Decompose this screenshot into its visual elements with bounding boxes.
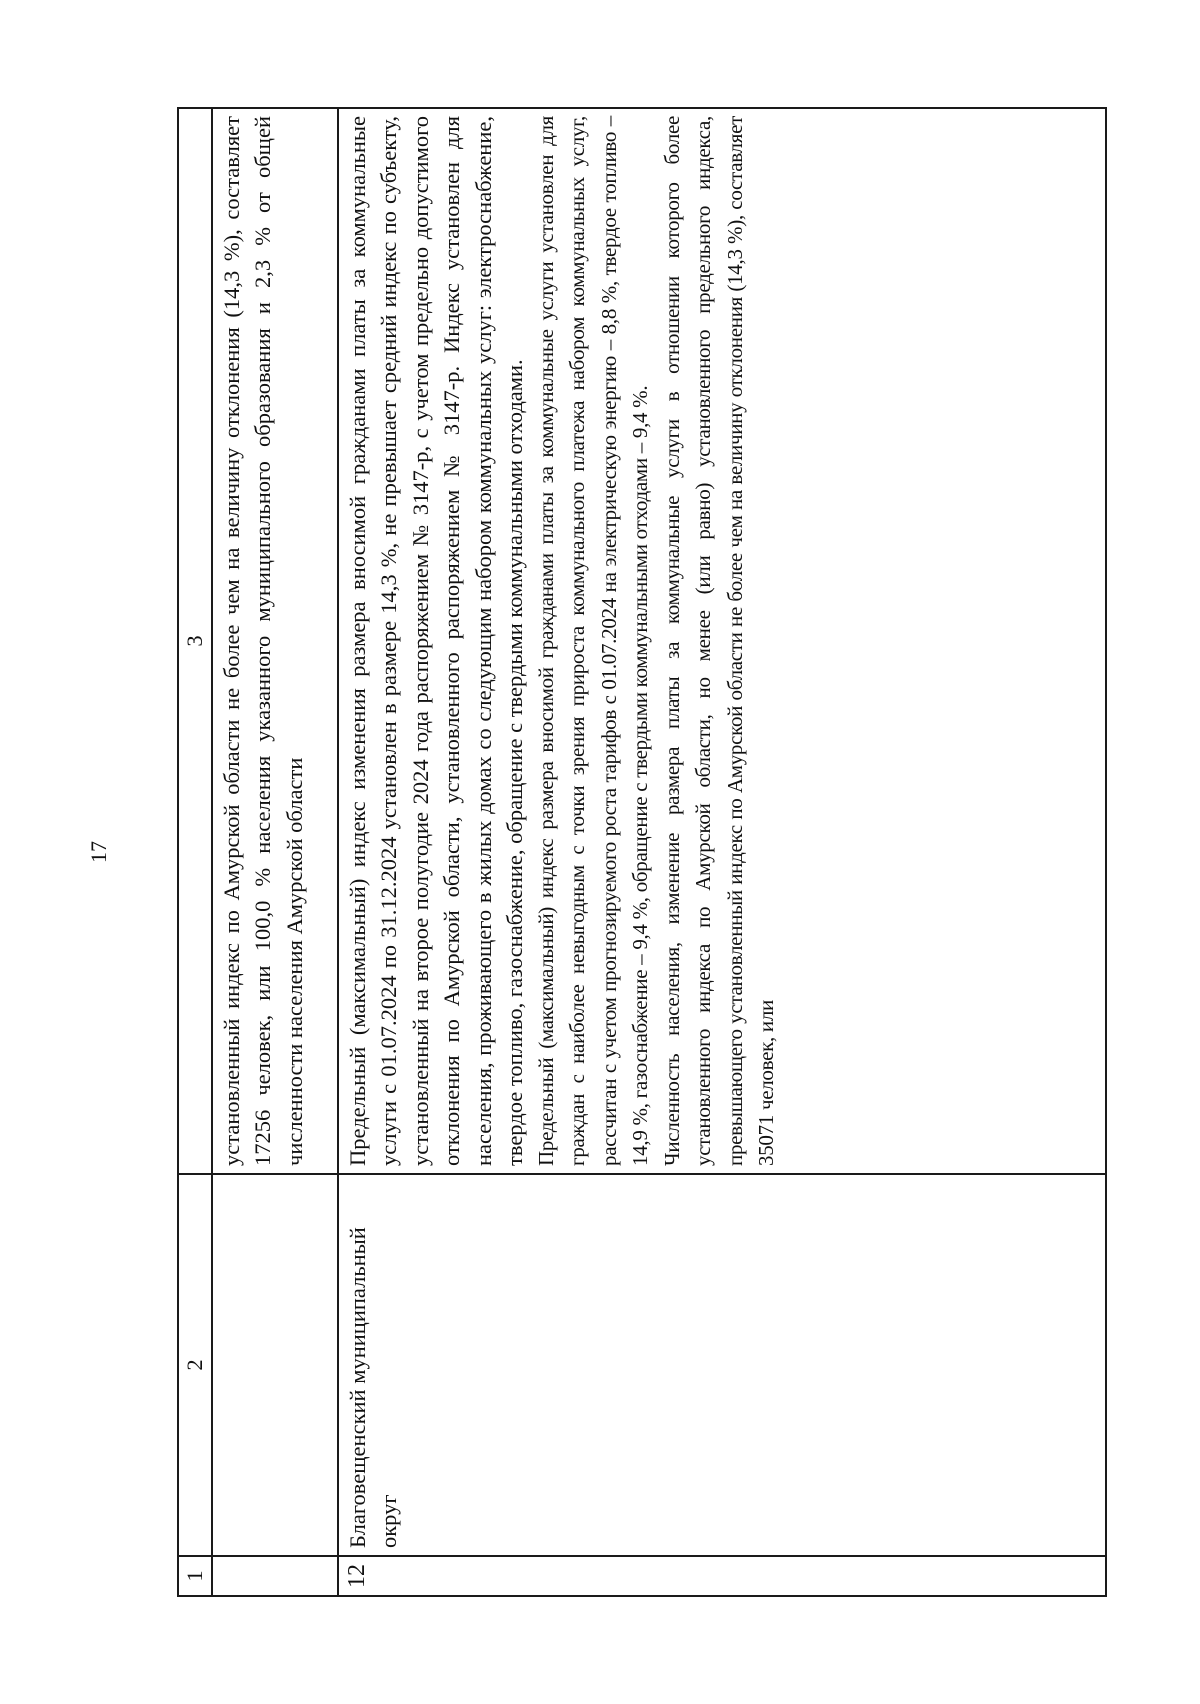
- description-cell: [212, 108, 338, 1174]
- description-paragraph: Предельный (максимальный) индекс изменения размера вносимой гражданами платы за коммунальные услуги с 01.07.2024 по 31.12.2024 установлен в размере 14,3 %, не превышает средний индекс по субъекту, установленный на второе полугодие 2024 года распоряжением № 3147-р, с учетом предельно допустимого отклонения по Амурской области, установленного распоряжением № 3147-р. Индекс установлен для населения, проживающего в жилых домах со следующим набором коммунальных услуг: электроснабжение, твердое топливо, газоснабжение, обращение с твердыми коммунальными отходами.: [344, 116, 527, 1166]
- rotated-page-content: [177, 109, 1107, 1597]
- municipality-name: [212, 1174, 338, 1556]
- document-table: [177, 107, 1107, 1597]
- table-row: [338, 108, 1107, 1596]
- description-paragraph: установленный индекс по Амурской области не более чем на величину отклонения (14,3 %), составляет 17256 человек, или 100,0 % населения указанного муниципального образования и 2,3 % от общей численности населения Амурской области: [218, 116, 307, 1166]
- table-row: [212, 108, 338, 1596]
- column-header-3: 3: [178, 108, 212, 1174]
- table-header-row: [178, 108, 212, 1596]
- row-number: 12: [338, 1556, 1107, 1596]
- column-header-1: 1: [178, 1556, 212, 1596]
- description-paragraph: Предельный (максимальный) индекс размера вносимой гражданами платы за коммунальные услуги установлен для граждан с наиболее невыгодным с точки зрения прироста коммунального платежа набором коммунальных услуг, рассчитан с учетом прогнозируемого роста тарифов с 01.07.2024 на электрическую энергию – 8,8 %, твердое топливо – 14,9 %, газоснабжение – 9,4 %, обращение с твердыми коммунальными отходами – 9,4 %.: [533, 116, 652, 1166]
- municipality-name: Благовещенский муниципальный округ: [338, 1174, 1107, 1556]
- row-number: [212, 1556, 338, 1596]
- description-cell: [338, 108, 1107, 1174]
- column-header-2: 2: [178, 1174, 212, 1556]
- page-number: 17: [86, 841, 111, 863]
- description-paragraph: Численность населения, изменение размера платы за коммунальные услуги в отношении которого более установленного индекса по Амурской области, но менее (или равно) установленного предельного индекса, превышающего установленный индекс по Амурской области не более чем на величину отклонения (14,3 %), составляет 35071 человек, или: [659, 116, 778, 1166]
